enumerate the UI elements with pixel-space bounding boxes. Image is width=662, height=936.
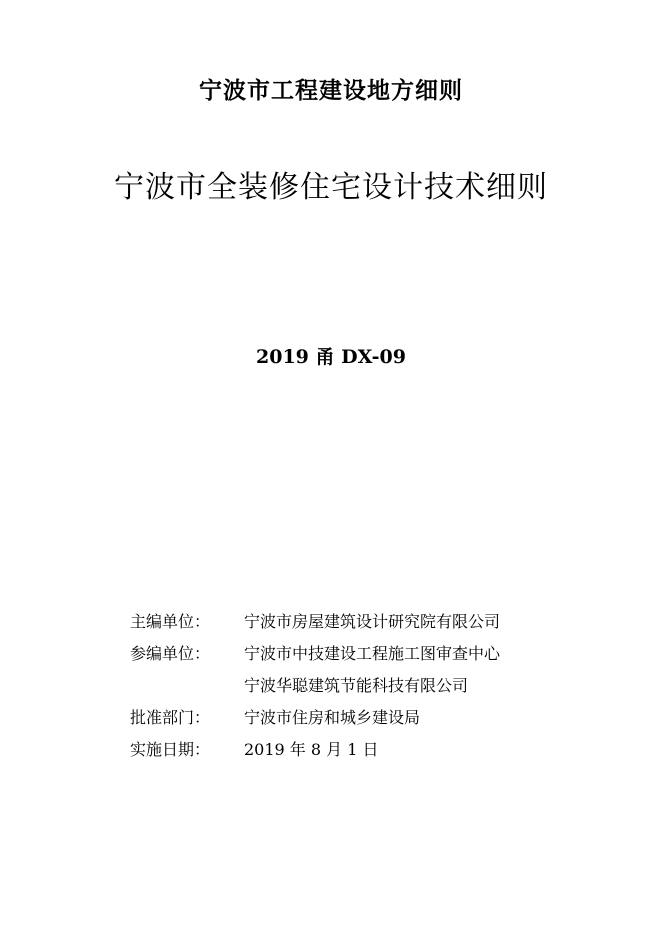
effective-date-value: 2019 年 8 月 1 日 xyxy=(244,740,379,759)
co-editor-label: 参编单位： xyxy=(130,644,211,663)
co-editor-value-1: 宁波市中技建设工程施工图审查中心 xyxy=(244,644,501,663)
co-editor-value-2: 宁波华聪建筑节能科技有限公司 xyxy=(244,676,469,695)
effective-date-row xyxy=(130,734,500,766)
info-block xyxy=(130,606,500,766)
editor-row xyxy=(130,606,500,638)
editor-value: 宁波市房屋建筑设计研究院有限公司 xyxy=(244,612,501,631)
co-editor-row xyxy=(130,638,500,670)
approver-value: 宁波市住房和城乡建设局 xyxy=(244,708,421,727)
document-code: 2019 甬 DX-09 xyxy=(256,346,406,368)
series-title: 宁波市工程建设地方细则 xyxy=(199,78,463,104)
effective-date-label: 实施日期： xyxy=(130,740,211,759)
co-editor-row-2 xyxy=(130,670,500,702)
editor-label: 主编单位： xyxy=(130,612,211,631)
document-title: 宁波市全装修住宅设计技术细则 xyxy=(114,170,548,205)
approver-label: 批准部门： xyxy=(130,708,211,727)
approver-row xyxy=(130,702,500,734)
